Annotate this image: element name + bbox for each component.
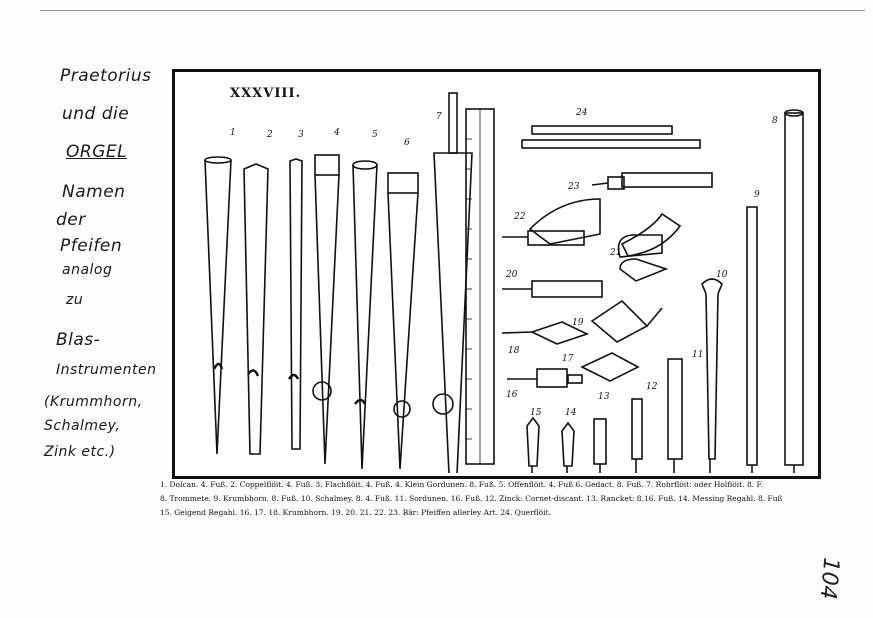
reed-pipe-20 bbox=[502, 281, 602, 297]
note-line-10: Instrumenten bbox=[56, 362, 157, 378]
pipe-number: 10 bbox=[716, 270, 728, 280]
note-line-13: Zink etc.) bbox=[44, 444, 116, 460]
reed-pipe-14 bbox=[562, 423, 574, 473]
pipe-2 bbox=[244, 164, 268, 454]
pipe-number: 21 bbox=[610, 248, 622, 258]
pipe-5 bbox=[353, 161, 377, 469]
pipe-number: 17 bbox=[562, 354, 574, 364]
pipe-number: 13 bbox=[598, 392, 610, 402]
reed-pipe-17 bbox=[582, 353, 638, 381]
pipe-number: 3 bbox=[298, 130, 304, 140]
reed-pipe-10 bbox=[702, 279, 722, 473]
note-line-5: der bbox=[56, 210, 86, 230]
plate-caption-line-1: 1. Dolcan. 4. Fuß. 2. Coppelflöit. 4. Fuß. 3. Flachflöit. 4. Fuß. 4. Klein Gordunen. 8. Fuß. 5. Offenflöit. 4. Fuß 6. Gedact. 8. Fuß. 7. Rohrflöit: oder Holflöit. 8. F. bbox=[160, 480, 763, 489]
pipe-number: 16 bbox=[506, 390, 518, 400]
pipe-number: 20 bbox=[506, 270, 518, 280]
plate-caption-line-3: 15. Geigend Regahl. 16. 17. 18. Krumbhorn. 19. 20. 21. 22. 23. Bär: Pfeiffen allerley Art. 24. Querflöit. bbox=[160, 508, 551, 517]
note-line-7: analog bbox=[62, 262, 113, 278]
pipe-number: 6 bbox=[404, 138, 410, 148]
pipe-7 bbox=[433, 93, 494, 473]
note-line-3: ORGEL bbox=[66, 142, 128, 162]
reed-pipe-13 bbox=[594, 419, 606, 473]
note-line-8: zu bbox=[66, 292, 84, 308]
pipe-number: 18 bbox=[508, 346, 520, 356]
pipe-number: 2 bbox=[267, 130, 273, 140]
pipe-24-querfloit bbox=[522, 126, 700, 148]
plate-caption-line-2: 8. Trommete. 9. Krumbhorn. 8. Fuß. 10. Schalmey. 8. 4. Fuß. 11. Sordunen. 16. Fuß. 12. Zinck: Cornet-discant. 13. Rancket: 8.16. Fuß. 14. Messing Regahl. 8. Fuß bbox=[160, 494, 783, 503]
pipe-number: 22 bbox=[514, 212, 526, 222]
reed-pipe-23 bbox=[592, 173, 712, 189]
reed-pipe-22 bbox=[502, 199, 600, 245]
pipe-4 bbox=[313, 155, 339, 464]
pipe-1-dolcan bbox=[205, 157, 231, 454]
reed-pipe-16 bbox=[507, 369, 582, 387]
scan-edge-line bbox=[40, 10, 865, 11]
note-line-6: Pfeifen bbox=[60, 236, 123, 256]
pipe-number: 14 bbox=[565, 408, 577, 418]
pipe-number: 1 bbox=[230, 128, 236, 138]
reed-pipe-8 bbox=[785, 110, 803, 473]
pipe-number: 8 bbox=[772, 116, 778, 126]
note-line-11: (Krummhorn, bbox=[44, 394, 143, 410]
note-line-12: Schalmey, bbox=[44, 418, 121, 434]
reed-pipe-11 bbox=[668, 359, 682, 473]
reed-pipe-19 bbox=[592, 301, 662, 342]
pipe-number: 9 bbox=[754, 190, 760, 200]
pipe-6 bbox=[388, 173, 418, 469]
note-line-9: Blas- bbox=[56, 330, 101, 350]
pipe-number: 15 bbox=[530, 408, 542, 418]
plate-title: XXXVIII. bbox=[230, 86, 302, 101]
handwritten-page-number: 104 bbox=[814, 556, 844, 601]
reed-pipe-21 bbox=[619, 214, 681, 281]
pipe-3 bbox=[289, 159, 302, 449]
pipe-number: 23 bbox=[568, 182, 580, 192]
pipe-number: 24 bbox=[576, 108, 588, 118]
pipe-number: 7 bbox=[436, 112, 442, 122]
pipe-number: 11 bbox=[692, 350, 704, 360]
pipe-number: 12 bbox=[646, 382, 658, 392]
reed-pipe-9 bbox=[747, 207, 757, 473]
pipe-number: 19 bbox=[572, 318, 584, 328]
reed-pipe-12 bbox=[632, 399, 642, 473]
note-line-4: Namen bbox=[62, 182, 126, 202]
reed-pipe-15 bbox=[527, 418, 539, 473]
note-line-1: Praetorius bbox=[60, 66, 152, 86]
note-line-2: und die bbox=[62, 104, 130, 124]
pipe-number: 5 bbox=[372, 130, 378, 140]
pipe-number: 4 bbox=[334, 128, 340, 138]
